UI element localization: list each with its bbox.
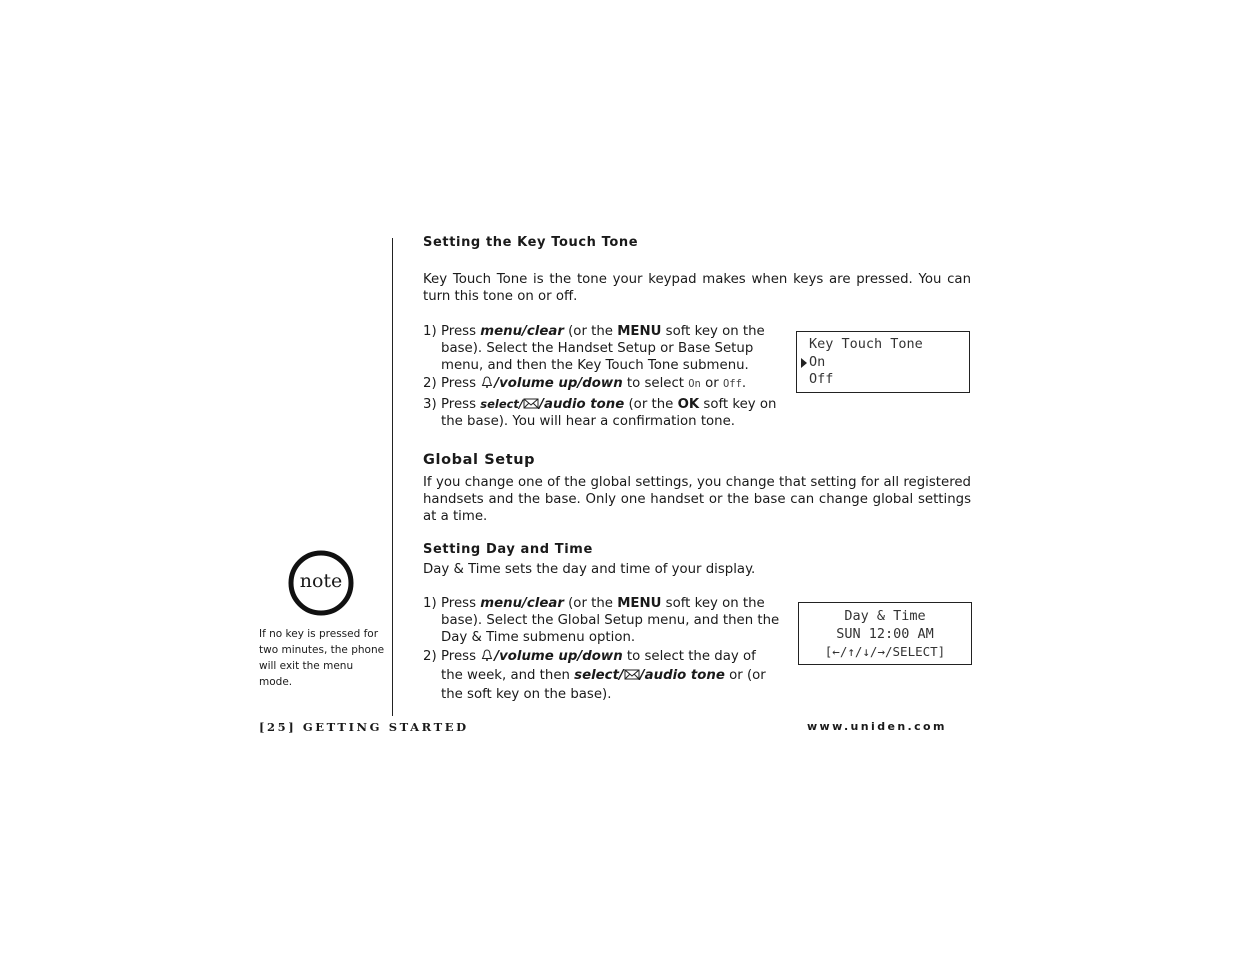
ok-soft-key: OK [677, 397, 700, 412]
margin-divider [392, 238, 393, 716]
lcd-line-3: Off [809, 371, 834, 387]
lcd-line-1: Day & Time [844, 608, 926, 624]
menu-clear-key: menu/clear [480, 324, 564, 339]
key-touch-tone-intro: Key Touch Tone is the tone your keypad makes when keys are pressed. You can turn this tone on or off. [423, 272, 971, 304]
menu-clear-key: menu/clear [480, 596, 564, 611]
day-time-heading: Setting Day and Time [423, 542, 593, 557]
arrow-cursor-icon [800, 358, 808, 368]
key-touch-tone-steps [423, 323, 791, 430]
key-touch-tone-lcd [796, 331, 970, 393]
lcd-line-3: [←/↑/↓/→/SELECT] [824, 644, 946, 659]
note-badge [287, 549, 355, 617]
ringer-icon [480, 375, 494, 389]
ringer-icon [480, 648, 494, 662]
step-3: 3) Press select/ /audio tone (or the OK soft key on the base). You will hear a confirmation tone. [423, 397, 777, 429]
audio-tone-key: /audio tone [639, 668, 725, 683]
menu-soft-key: MENU [617, 596, 662, 611]
lcd-line-2: SUN 12:00 AM [836, 625, 934, 642]
select-key: select/ [480, 397, 524, 411]
step-1: 1) Press menu/clear (or the MENU soft key on the base). Select the Handset Setup or Base Setup menu, and then the Key Touch Tone submenu. [423, 324, 765, 373]
note-text: If no key is pressed for two minutes, the phone will exit the menu mode. [259, 628, 385, 688]
lcd-line-2: On [797, 354, 969, 372]
volume-up-down-key: /volume up/down [494, 649, 623, 664]
global-setup-heading: Global Setup [423, 452, 536, 468]
note-label: note [299, 570, 343, 592]
volume-up-down-key: /volume up/down [494, 376, 623, 391]
menu-soft-key: MENU [617, 324, 662, 339]
step-2: 2) Press /volume up/down to select On or Off. [423, 376, 747, 391]
select-key: select/ [574, 668, 624, 683]
footer-website: www.uniden.com [807, 720, 947, 733]
envelope-icon [624, 668, 640, 681]
step-2: 2) Press /volume up/down to select the day of the week, and then select/ /audio tone or (or the soft key on the base). [423, 649, 766, 702]
day-time-intro: Day & Time sets the day and time of your display. [423, 562, 756, 577]
global-setup-body: If you change one of the global settings, you change that setting for all registered handsets and the base. Only one handset or the base can change global settings at a time. [423, 475, 971, 524]
step-1: 1) Press menu/clear (or the MENU soft key on the base). Select the Global Setup menu, and then the Day & Time submenu option. [423, 596, 780, 645]
lcd-line-1: Key Touch Tone [809, 336, 923, 352]
day-time-steps [423, 595, 781, 704]
day-time-lcd [798, 602, 972, 665]
key-touch-tone-heading: Setting the Key Touch Tone [423, 235, 639, 250]
page-footer-section: [25] GETTING STARTED [259, 720, 469, 734]
envelope-icon [523, 397, 539, 410]
audio-tone-key: /audio tone [539, 397, 625, 412]
